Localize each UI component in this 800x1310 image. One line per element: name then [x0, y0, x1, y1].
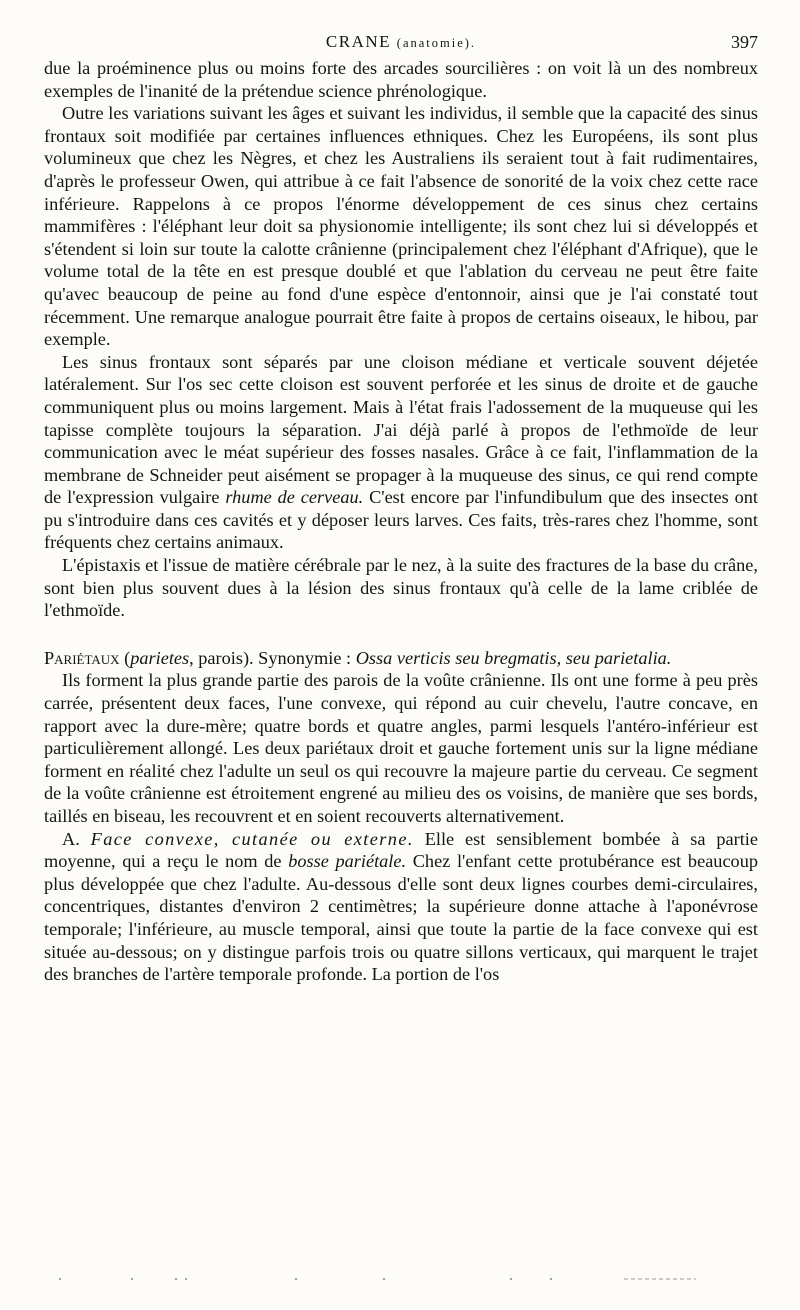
scan-noise-icon: [56, 1274, 696, 1284]
running-title: [44, 32, 758, 52]
page-body: [44, 57, 758, 986]
face-convexe-paragraph: [44, 828, 758, 986]
parietaux-etym-open: (: [119, 647, 131, 668]
parietaux-heading: [44, 647, 758, 670]
frontal-p3-emphasis: rhume de cerveau.: [225, 487, 364, 508]
parietaux-synonyms: Ossa verticis seu bregmatis, seu parietalia.: [355, 647, 672, 668]
running-title-paren: (anatomie).: [396, 36, 477, 50]
parietaux-etym-rest: , parois). Synonymie :: [189, 647, 356, 668]
parietaux-head-word: Pariétaux: [44, 647, 120, 668]
frontal-p3-text-a: Les sinus frontaux sont séparés par une cloison médiane et verticale souvent déjetée latéralement. Sur l'os sec cette cloison est souvent perforée et les sinus de droite et de gauche communiquent plus ou moins largement. Mais à l'état frais l'adossement de la muqueuse qui les tapisse complète toujours la séparation. J'ai déjà parlé à propos de l'ethmoïde de leur communication avec le méat supérieur des fosses nasales. Grâce à ce fait, l'inflammation de la membrane de Schneider peut aisément se propager à la muqueuse des sinus, ce qui rend compte de l'expression vulgaire: [44, 351, 758, 508]
face-emphasis: bosse pariétale.: [288, 851, 407, 872]
face-title: Face convexe, cutanée ou externe.: [90, 828, 414, 849]
running-head: [44, 32, 758, 54]
parietaux-paragraph-1: Ils forment la plus grande partie des parois de la voûte crânienne. Ils ont une forme à peu près carrée, présentent deux faces, l'une convexe, qui répond au cuir chevelu, l'autre concave, en rapport avec la dure-mère; quatre bords et quatre angles, parmi lesquels l'antéro-inférieur est particulièrement allongé. Les deux pariétaux droit et gauche fortement unis sur la ligne médiane forment en réalité chez l'adulte un seul os qui recouvre la majeure partie du cerveau. Ce segment de la voûte crânienne est étroitement engrené au milieu des os voisins, de manière que ses bords, taillés en biseau, les recouvrent et en soient recouverts alternativement.: [44, 670, 758, 826]
frontal-paragraph-1: due la proéminence plus ou moins forte des arcades sourcilières : on voit là un des nombreux exemples de l'inanité de la prétendue science phrénologique.: [44, 58, 758, 101]
frontal-paragraph-4: L'épistaxis et l'issue de matière cérébrale par le nez, à la suite des fractures de la base du crâne, sont bien plus souvent dues à la lésion des sinus frontaux qu'à celle de la lame criblée de l'ethmoïde.: [44, 555, 758, 621]
section-gap: [44, 622, 758, 647]
page-number: 397: [731, 32, 758, 52]
face-label: A.: [62, 828, 80, 849]
running-title-main: CRANE: [325, 32, 392, 51]
face-text-b: Chez l'enfant cette protubérance est beaucoup plus développée que chez l'adulte. Au-dessous d'elle sont deux lignes courbes demi-circulaires, concentriques, distantes d'environ 2 centimètres; la supérieure donne attache à l'aponévrose temporale; l'inférieure, au muscle temporal, ainsi que toute la partie de la face convexe qui est située au-dessous; on y distingue parfois trois ou quatre sillons verticaux, qui marquent le trajet des branches de l'artère temporale profonde. La portion de l'os: [44, 851, 758, 985]
frontal-p3-text-b: C'est encore par l'infundibulum que des insectes ont pu s'introduire dans ces cavités et y déposer leurs larves. Ces faits, très-rares chez l'homme, sont fréquents chez certains animaux.: [44, 487, 759, 553]
parietaux-etym-term: parietes: [130, 647, 190, 668]
scan-marks: [56, 1274, 696, 1287]
face-text-a: Elle est sensiblement bombée à sa partie moyenne, qui a reçu le nom de: [44, 828, 758, 872]
frontal-paragraph-3: [44, 351, 758, 554]
frontal-paragraph-2: Outre les variations suivant les âges et suivant les individus, il semble que la capacité des sinus frontaux soit modifiée par certaines influences ethniques. Chez les Européens, ils sont plus volumineux que chez les Nègres, et chez les Australiens ils seraient tout à fait rudimentaires, d'après le professeur Owen, qui attribue à ce fait l'absence de sonorité de la voix chez cette race inférieure. Rappelons à ce propos l'énorme développement de ces sinus chez certains mammifères : l'éléphant leur doit sa physionomie intelligente; ils sont chez lui si développés et s'étendent si loin sur toute la calotte crânienne (principalement chez l'éléphant d'Afrique), que le volume total de la tête en est presque doublé et que l'ablation du cerveau ne peut être faite qu'avec beaucoup de peine au fond d'une espèce d'entonnoir, ainsi que je l'ai constaté tout récemment. Une remarque analogue pourrait être faite à propos de certains oiseaux, le hibou, par exemple.: [44, 103, 758, 350]
